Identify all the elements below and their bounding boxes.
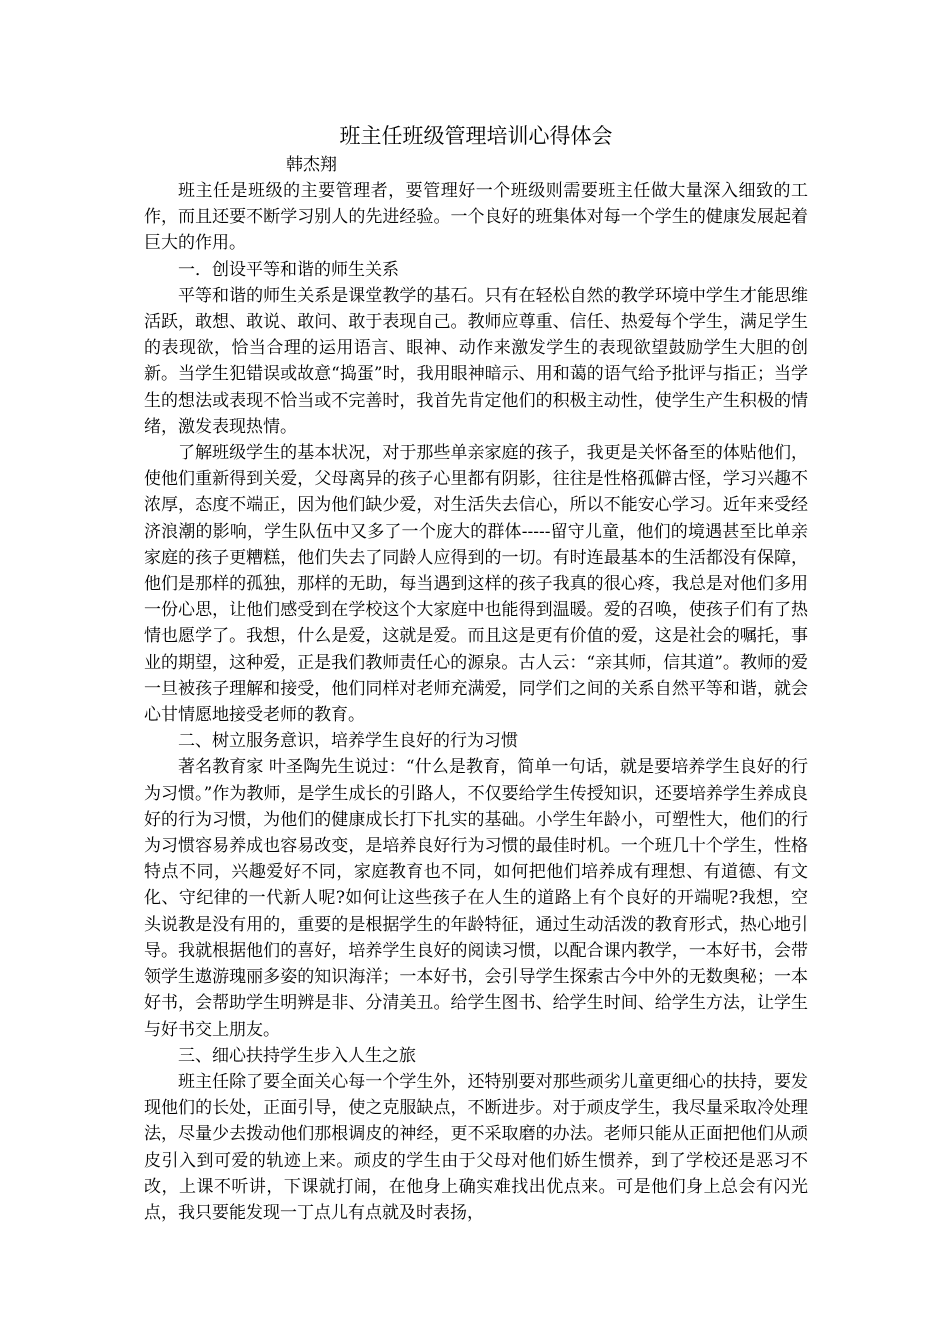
section-1-paragraph-2: 了解班级学生的基本状况，对于那些单亲家庭的孩子，我更是关怀备至的体贴他们，使他们重新得到关爱，父母离异的孩子心里都有阴影，往往是性格孤僻古怪，学习兴趣不浓厚，态度不端正，因为他们缺少爱，对生活失去信心，所以不能安心学习。近年来受经济浪潮的影响，学生队伍中又多了一个庞大的群体-----留守儿童，他们的境遇甚至比单亲家庭的孩子更糟糕，他们失去了同龄人应得到的一切。有时连最基本的生活都没有保障，他们是那样的孤独，那样的无助，每当遇到这样的孩子我真的很心疼，我总是对他们多用一份心思，让他们感受到在学校这个大家庭中也能得到温暖。爱的召唤，使孩子们有了热情也愿学了。我想，什么是爱，这就是爱。而且这是更有价值的爱，这是社会的嘱托，事业的期望，这种爱，正是我们教师责任心的源泉。古人云：“亲其师，信其道”。教师的爱一旦被孩子理解和接受，他们同样对老师充满爱，同学们之间的关系自然平等和谐，就会心甘情愿地接受老师的教育。 [144,443,808,726]
section-1-paragraph-1: 平等和谐的师生关系是课堂教学的基石。只有在轻松自然的教学环境中学生才能思维活跃，敢想、敢说、敢问、敢于表现自己。教师应尊重、信任、热爱每个学生，满足学生的表现欲，恰当合理的运用语言、眼神、动作来激发学生的表现欲望鼓励学生大胆的创新。当学生犯错误或故意“捣蛋”时，我用眼神暗示、用和蔼的语气给予批评与指正；当学生的想法或表现不恰当或不完善时，我首先肯定他们的积极主动性，使学生产生积极的情绪，激发表现热情。 [144,285,808,437]
author-name: 韩杰翔 [286,155,337,175]
section-2-paragraph-1: 著名教育家 叶圣陶先生说过：“什么是教育，简单一句话，就是要培养学生良好的行为习惯。”作为教师，是学生成长的引路人，不仅要给学生传授知识，还要培养学生养成良好的行为习惯，为他们的健康成长打下扎实的基础。小学生年龄小，可塑性大，他们的行为习惯容易养成也容易改变，是培养良好行为习惯的最佳时机。一个班几十个学生，性格特点不同，兴趣爱好不同，家庭教育也不同，如何把他们培养成有理想、有道德、有文化、守纪律的一代新人呢?如何让这些孩子在人生的道路上有个良好的开端呢?我想，空头说教是没有用的，重要的是根据学生的年龄特征，通过生动活泼的教育形式，热心地引导。我就根据他们的喜好，培养学生良好的阅读习惯，以配合课内教学，一本好书，会带领学生遨游瑰丽多姿的知识海洋；一本好书，会引导学生探索古今中外的无数奥秘；一本好书，会帮助学生明辨是非、分清美丑。给学生图书、给学生时间、给学生方法，让学生与好书交上朋友。 [144,757,808,1040]
section-heading-1: 一．创设平等和谐的师生关系 [178,259,399,280]
document-title: 班主任班级管理培训心得体会 [339,124,613,148]
section-heading-3: 三、细心扶持学生步入人生之旅 [178,1045,416,1066]
section-3-paragraph-1: 班主任除了要全面关心每一个学生外，还特别要对那些顽劣儿童更细心的扶持，要发现他们的长处，正面引导，使之克服缺点，不断进步。对于顽皮学生，我尽量采取冷处理法，尽量少去拨动他们那根调皮的神经，更不采取磨的办法。老师只能从正面把他们从顽皮引入到可爱的轨迹上来。顽皮的学生由于父母对他们娇生惯养，到了学校还是恶习不改，上课不听讲，下课就打闹，在他身上确实难找出优点来。可是他们身上总会有闪光点，我只要能发现一丁点儿有点就及时表扬， [144,1071,808,1223]
section-heading-2: 二、树立服务意识，培养学生良好的行为习惯 [178,731,518,752]
document-page [144,120,808,1226]
intro-paragraph: 班主任是班级的主要管理者，要管理好一个班级则需要班主任做大量深入细致的工作，而且还要不断学习别人的先进经验。一个良好的班集体对每一个学生的健康发展起着巨大的作用。 [144,181,808,254]
